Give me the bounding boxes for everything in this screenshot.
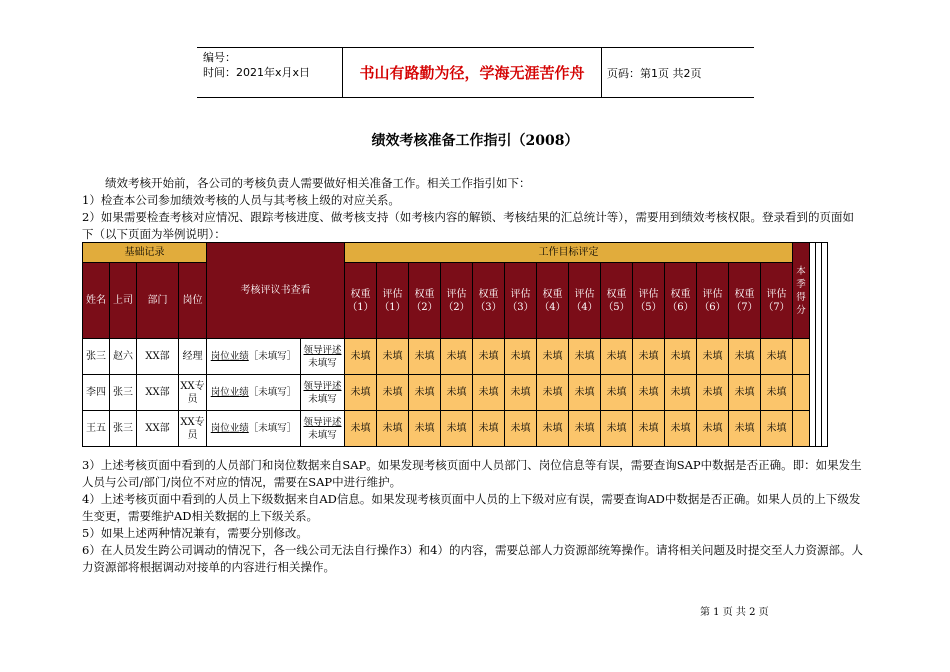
paragraph-6: 6）在人员发生跨公司调动的情况下，各一线公司无法自行操作3）和4）的内容，需要总部人力资源部统筹操作。请将相关问题及时提交至人力资源部。人力资源部将根据调动对接单的内容进行相关操作。 — [82, 543, 863, 574]
row-dept: XX部 — [137, 339, 179, 375]
score-value-cell — [793, 375, 810, 411]
header-page-label: 页码：第1页 共2页 — [607, 66, 702, 80]
goal-value-cell[interactable]: 未填 — [377, 375, 409, 411]
table-row — [83, 375, 828, 411]
group-review-header: 考核评议书查看 — [207, 243, 345, 339]
paragraph-3: 3）上述考核页面中看到的人员部门和岗位数据来自SAP。如果发现考核页面中人员部门、岗位信息等有误，需要查询SAP中数据是否正确。即：如果发生人员与公司/部门/岗位不对应的情况，需要在SAP中进行维护。 — [82, 458, 862, 489]
leader-review-cell — [301, 411, 345, 447]
row-name: 张三 — [83, 339, 110, 375]
paragraph-intro: 绩效考核开始前，各公司的考核负责人需要做好相关准备工作。相关工作指引如下： — [105, 176, 531, 190]
goal-value-cell[interactable]: 未填 — [601, 339, 633, 375]
goal-value-cell[interactable]: 未填 — [537, 375, 569, 411]
row-dept: XX部 — [137, 411, 179, 447]
performance-link[interactable]: 岗位业绩 — [210, 423, 249, 434]
goal-value-cell[interactable]: 未填 — [505, 411, 537, 447]
document-title: 绩效考核准备工作指引（2008） — [371, 133, 579, 149]
leader-review-link[interactable]: 领导评述 — [303, 344, 342, 356]
row-post: XX专员 — [179, 375, 207, 411]
goal-col-header: 权重（3） — [473, 263, 505, 339]
group-goals-header: 工作目标评定 — [345, 243, 793, 263]
date-label: 时间：2021年x月x日 — [203, 66, 311, 79]
goal-value-cell[interactable]: 未填 — [697, 411, 729, 447]
goal-value-cell[interactable]: 未填 — [569, 411, 601, 447]
performance-cell — [207, 339, 301, 375]
goal-value-cell[interactable]: 未填 — [601, 411, 633, 447]
paragraph-1: 1）检查本公司参加绩效考核的人员与其考核上级的对应关系。 — [82, 193, 400, 207]
goal-value-cell[interactable]: 未填 — [633, 339, 665, 375]
row-post: XX专员 — [179, 411, 207, 447]
goal-value-cell[interactable]: 未填 — [409, 339, 441, 375]
leader-review-status: 未填写 — [308, 429, 337, 441]
goal-value-cell[interactable]: 未填 — [633, 375, 665, 411]
performance-status: ［未填写］ — [248, 351, 297, 362]
goal-col-header: 权重（6） — [665, 263, 697, 339]
goal-value-cell[interactable]: 未填 — [537, 339, 569, 375]
row-boss: 赵六 — [110, 339, 137, 375]
goal-value-cell[interactable]: 未填 — [569, 375, 601, 411]
row-boss: 张三 — [110, 411, 137, 447]
goal-col-header: 评估（7） — [761, 263, 793, 339]
leader-review-link[interactable]: 领导评述 — [303, 380, 342, 392]
post-col-header: 岗位 — [179, 263, 207, 339]
goal-value-cell[interactable]: 未填 — [729, 339, 761, 375]
goal-value-cell[interactable]: 未填 — [345, 339, 377, 375]
goal-value-cell[interactable]: 未填 — [473, 411, 505, 447]
goal-value-cell[interactable]: 未填 — [377, 339, 409, 375]
page-header — [197, 47, 754, 98]
leader-review-status: 未填写 — [308, 393, 337, 405]
page-footer: 第 1 页 共 2 页 — [700, 607, 769, 618]
row-dept: XX部 — [137, 375, 179, 411]
group-basic-header: 基础记录 — [83, 243, 207, 263]
goal-value-cell[interactable]: 未填 — [761, 339, 793, 375]
leader-review-status: 未填写 — [308, 357, 337, 369]
goal-col-header: 评估（5） — [633, 263, 665, 339]
header-motto: 书山有路勤为径，学海无涯苦作舟 — [342, 48, 602, 97]
goal-value-cell[interactable]: 未填 — [473, 375, 505, 411]
paragraph-2: 2）如果需要检查考核对应情况、跟踪考核进度、做考核支持（如考核内容的解锁、考核结果的汇总统计等），需要用到绩效考核权限。登录看到的页面如下（以下页面为举例说明）： — [82, 210, 855, 241]
row-name: 王五 — [83, 411, 110, 447]
goal-col-header: 权重（2） — [409, 263, 441, 339]
scroll-gutter[interactable] — [822, 243, 828, 447]
goal-value-cell[interactable]: 未填 — [473, 339, 505, 375]
goal-col-header: 权重（5） — [601, 263, 633, 339]
goal-value-cell[interactable]: 未填 — [665, 375, 697, 411]
table-row — [83, 411, 828, 447]
goal-value-cell[interactable]: 未填 — [537, 411, 569, 447]
performance-status: ［未填写］ — [248, 423, 297, 434]
table-row — [83, 339, 828, 375]
goal-col-header: 评估（3） — [505, 263, 537, 339]
performance-link[interactable]: 岗位业绩 — [210, 387, 249, 398]
goal-value-cell[interactable]: 未填 — [697, 339, 729, 375]
goal-col-header: 评估（4） — [569, 263, 601, 339]
goal-value-cell[interactable]: 未填 — [409, 375, 441, 411]
dept-col-header: 部门 — [137, 263, 179, 339]
goal-value-cell[interactable]: 未填 — [441, 339, 473, 375]
goal-value-cell[interactable]: 未填 — [377, 411, 409, 447]
score-value-cell — [793, 339, 810, 375]
goal-value-cell[interactable]: 未填 — [505, 375, 537, 411]
performance-cell — [207, 411, 301, 447]
goal-value-cell[interactable]: 未填 — [345, 375, 377, 411]
row-name: 李四 — [83, 375, 110, 411]
goal-value-cell[interactable]: 未填 — [345, 411, 377, 447]
goal-value-cell[interactable]: 未填 — [601, 375, 633, 411]
goal-col-header: 权重（7） — [729, 263, 761, 339]
goal-value-cell[interactable]: 未填 — [441, 375, 473, 411]
evaluation-table — [82, 242, 828, 447]
goal-col-header: 评估（6） — [697, 263, 729, 339]
leader-review-cell — [301, 339, 345, 375]
performance-cell — [207, 375, 301, 411]
row-post: 经理 — [179, 339, 207, 375]
boss-col-header: 上司 — [110, 263, 137, 339]
leader-review-cell — [301, 375, 345, 411]
goal-value-cell[interactable]: 未填 — [729, 411, 761, 447]
goal-col-header: 评估（2） — [441, 263, 473, 339]
leader-review-link[interactable]: 领导评述 — [303, 416, 342, 428]
paragraph-5: 5）如果上述两种情况兼有，需要分别修改。 — [82, 526, 308, 540]
goal-col-header: 权重（1） — [345, 263, 377, 339]
goal-value-cell[interactable]: 未填 — [761, 411, 793, 447]
paragraph-4: 4）上述考核页面中看到的人员上下级数据来自AD信息。如果发现考核页面中人员的上下级对应有误，需要查询AD中数据是否正确。如果人员的上下级发生变更，需要维护AD相关数据的上下级关系。 — [82, 492, 861, 523]
goal-value-cell[interactable]: 未填 — [569, 339, 601, 375]
score-header: 本季得分 — [793, 243, 810, 339]
goal-value-cell[interactable]: 未填 — [729, 375, 761, 411]
performance-link[interactable]: 岗位业绩 — [210, 351, 249, 362]
row-boss: 张三 — [110, 375, 137, 411]
goal-value-cell[interactable]: 未填 — [441, 411, 473, 447]
goal-value-cell[interactable]: 未填 — [409, 411, 441, 447]
goal-value-cell[interactable]: 未填 — [633, 411, 665, 447]
goal-col-header: 权重（4） — [537, 263, 569, 339]
goal-value-cell[interactable]: 未填 — [665, 411, 697, 447]
goal-value-cell[interactable]: 未填 — [697, 375, 729, 411]
performance-status: ［未填写］ — [248, 387, 297, 398]
goal-col-header: 评估（1） — [377, 263, 409, 339]
score-value-cell — [793, 411, 810, 447]
code-label: 编号： — [203, 51, 236, 64]
header-meta — [203, 50, 343, 95]
name-col-header: 姓名 — [83, 263, 110, 339]
goal-value-cell[interactable]: 未填 — [505, 339, 537, 375]
goal-value-cell[interactable]: 未填 — [761, 375, 793, 411]
goal-value-cell[interactable]: 未填 — [665, 339, 697, 375]
